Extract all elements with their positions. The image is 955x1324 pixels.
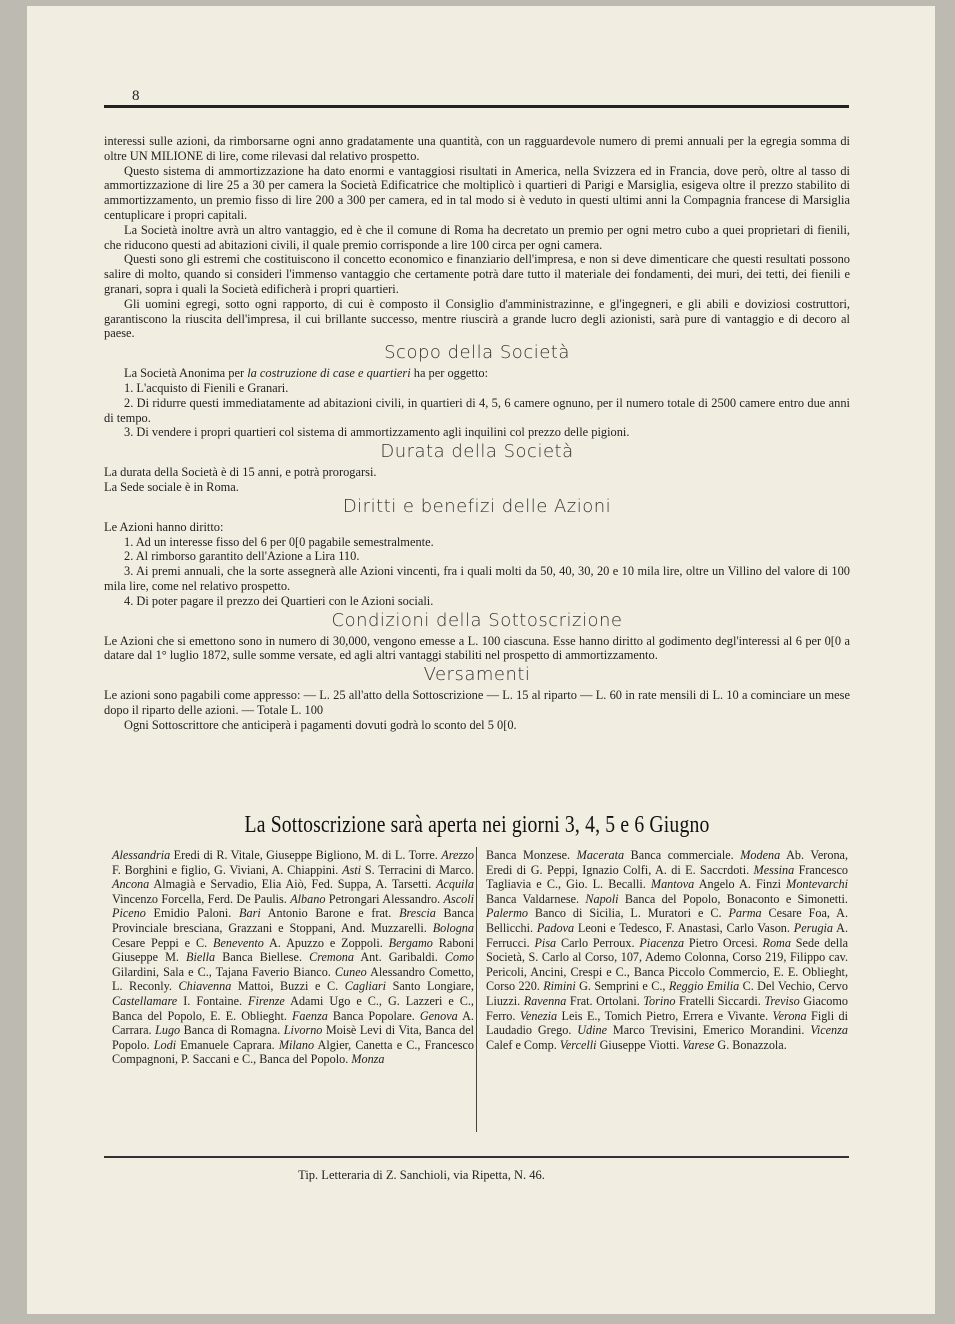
subscription-banner: La Sottoscrizione sarà aperta nei giorni 3, 4, 5 e 6 Giugno [244, 812, 710, 838]
paragraph-vantaggio: La Società inoltre avrà un altro vantaggio, ed è che il comune di Roma ha decretato un premio per ogni metro cubo a quei proprietari di fienili, che riducono questi ad abitazioni civili, il quale premio corrisponde a lire 100 circa per ogni camera. [104, 222, 850, 252]
scopo-intro-a: La Società Anonima per [124, 366, 248, 381]
condizioni-text: Le Azioni che si emettono sono in numero di 30,000, vengono emesse a L. 100 ciascuna. Esse hanno diritto al godimento degl'interessi al 6 per 0[0 a datare dal 1° luglio 1872, sulle somme versate, ed agli altri vantaggi stabiliti nel prospetto di ammortizzamento. [104, 633, 850, 663]
agent-names: Carlo Perroux. [556, 935, 640, 950]
agent-city: Verona [772, 1008, 807, 1023]
agent-names: Almagià e Servadio, Elia Aiò, Fed. Suppa, A. Tarsetti. [149, 877, 437, 892]
agent-city: Faenza [291, 1008, 328, 1023]
agent-names: Banca Biellese. [215, 950, 310, 965]
agent-city: Macerata [576, 848, 625, 862]
agent-names: Ab. Verona, Eredi di G. Peppi, Ignazio Colfi, A. di E. Saccrdoti. [486, 848, 848, 877]
agent-city: Montevarchi [786, 877, 848, 892]
heading-durata: Durata della Società [380, 441, 574, 463]
agent-city: Bologna [432, 920, 474, 935]
agent-names: Fratelli Siccardi. [675, 993, 765, 1008]
agent-city: Monza [351, 1052, 385, 1067]
agent-city: Udine [577, 1023, 608, 1038]
agent-names: Gilardini, Sala e C., Tajana Faverio Bianco. [112, 964, 335, 979]
agent-city: Asti [342, 862, 362, 877]
agent-city: Torino [643, 993, 676, 1008]
agent-city: Ravenna [523, 993, 567, 1008]
scopo-item-2: 2. Di ridurre questi immediatamente ad abitazioni civili, in quartieri di 4, 5, 6 camere ognuno, per il numero totale di 2500 camere entro due anni di tempo. [104, 395, 850, 425]
agent-city: Padova [536, 920, 575, 935]
agent-names: A. Ferrucci. [486, 920, 848, 950]
agent-city: Messina [753, 862, 795, 877]
agent-city: Biella [186, 950, 216, 965]
agent-city: Parma [728, 906, 762, 921]
agent-city: Piacenza [639, 935, 685, 950]
agent-names: G. Bonazzola. [714, 1037, 787, 1052]
printer-imprint: Tip. Letteraria di Z. Sanchioli, via Ripetta, N. 46. [298, 1168, 545, 1182]
paragraph-ammortizzazione: Questo sistema di ammortizzazione ha dato enormi e vantaggiosi risultati in America, nella Svizzera ed in Francia, dove però, oltre al tasso di ammortizzazione di lire 25 a 30 per camera la Società Edificatrice che moltiplicò i quartieri di Parigi e Marsiglia, esigeva oltre il prezzo stabilito di ammortizzamento, un premio fisso di lire 200 a 300 per camera, ed in tal modo si è veduto in questi ultimi anni la Compagnia francese di Marsiglia centuplicare i propri capitali. [104, 163, 850, 222]
agent-names: Banca Monzese. [486, 848, 577, 862]
paragraph-intro: interessi sulle azioni, da rimborsarne ogni anno gradatamente una quantità, con un ragguardevole numero di premi annuali per la egregia somma di oltre UN MILIONE di lire, come rilevasi dal relativo prospetto. [104, 134, 850, 163]
agent-city: Lugo [155, 1023, 181, 1038]
agent-city: Ascoli Piceno [112, 891, 474, 921]
main-text [104, 134, 850, 733]
paragraph-estremi: Questi sono gli estremi che costituiscono il concetto economico e finanziario dell'impresa, e non si deve dimenticare che questi resultati possono salire di molto, quando si consideri l'immenso vantaggio che certamente potrà dare tutto il materiale dei fondamenti, dei muri, dei tetti, dei fienili e granari, sopra i quali la Società edificherà i propri quartieri. [104, 252, 850, 296]
agent-names: Vincenzo Forcella, Ferd. De Paulis. [112, 891, 291, 906]
agent-city: Cremona [309, 950, 354, 965]
diritti-intro: Le Azioni hanno diritto: [104, 519, 224, 534]
durata-line-2: La Sede sociale è in Roma. [104, 479, 239, 494]
agent-city: Bari [239, 906, 261, 921]
agent-city: Bergamo [388, 935, 433, 950]
agent-names: Banca di Romagna. [180, 1023, 284, 1038]
agent-names: Banca commerciale. [624, 848, 741, 862]
agents-right-column [486, 848, 848, 1052]
agent-names: Banca Valdarnese. [486, 891, 586, 906]
agent-names: Angelo A. Finzi [694, 877, 787, 892]
agent-city: Varese [682, 1037, 715, 1052]
agent-city: Albano [290, 891, 326, 906]
agent-city: Benevento [213, 935, 264, 950]
agent-names: C. Del Vechio, Cervo Liuzzi. [486, 979, 848, 1008]
agent-names: Cesare Foa, A. Bellicchi. [486, 906, 849, 935]
agent-names: Cesare Peppi e C. [112, 935, 214, 950]
scopo-intro [104, 366, 850, 381]
agent-names: Algier, Canetta e C., Francesco Compagnoni, P. Saccani e C., Banca del Popolo. [112, 1037, 475, 1067]
agent-names: Calef e Comp. [486, 1037, 560, 1052]
diritti-item-2: 2. Al rimborso garantito dell'Azione a Lira 110. [124, 549, 360, 564]
heading-versamenti: Versamenti [423, 664, 531, 686]
agent-city: Mantova [650, 877, 695, 892]
agent-names: Figli di Laudadio Grego. [486, 1008, 848, 1038]
scopo-item-3: 3. Di vendere i propri quartieri col sistema di ammortizzamento agli inquilini col prezzo delle pigioni. [124, 425, 630, 440]
top-rule [104, 105, 849, 108]
agent-city: Modena [740, 848, 781, 862]
agent-names: Banca Popolare. [327, 1008, 420, 1023]
agent-names: A. Apuzzo e Zoppoli. [263, 935, 389, 950]
agent-city: Vercelli [559, 1037, 597, 1052]
agent-city: Napoli [585, 891, 619, 906]
scopo-intro-b: ha per oggetto: [410, 366, 489, 381]
agent-city: Genova [419, 1008, 458, 1023]
agent-names: Emidio Paloni. [145, 906, 240, 921]
agent-names: Leis E., Tomich Pietro, Errera e Vivante. [557, 1008, 773, 1023]
agent-names: Banco di Sicilia, L. Muratori e C. [527, 906, 729, 921]
agent-names: Santo Longiare, [386, 979, 474, 994]
agent-city: Lodi [153, 1037, 177, 1052]
agent-city: Milano [278, 1037, 315, 1052]
agent-city: Vicenza [810, 1023, 848, 1038]
agents-left-column [112, 848, 474, 1067]
agent-names: S. Terracini di Marco. [361, 862, 474, 877]
agent-city: Acquila [436, 877, 474, 892]
agent-city: Cagliari [344, 979, 387, 994]
agent-city: Treviso [764, 993, 800, 1008]
agent-city: Castellamare [112, 993, 178, 1008]
agent-city: Firenze [248, 993, 285, 1008]
durata-line-1: La durata della Società è di 15 anni, e potrà prorogarsi. [104, 465, 377, 480]
versamenti-text-1: Le azioni sono pagabili come appresso: — L. 25 all'atto della Sottoscrizione — L. 15 al riparto — L. 60 in rate mensili di L. 10 a cominciare un mese dopo il riparto delle azioni. — Totale L. 100 [104, 688, 850, 717]
heading-diritti: Diritti e benefizi delle Azioni [342, 495, 612, 517]
agent-names: Petrongari Alessandro. [325, 891, 444, 906]
agent-names: Pietro Orcesi. [684, 935, 763, 950]
agent-city: Livorno [283, 1023, 323, 1038]
agent-names: Giuseppe Viotti. [596, 1037, 683, 1052]
diritti-item-1: 1. Ad un interesse fisso del 6 per 0[0 pagabile semestralmente. [124, 534, 434, 549]
agent-names: A. Carrara. [112, 1008, 474, 1038]
agent-names: Eredi di R. Vitale, Giuseppe Bigliono, M. di L. Torre. [170, 848, 442, 862]
agent-city: Ancona [112, 877, 150, 892]
agent-city: Perugia [793, 920, 834, 935]
agent-city: Brescia [399, 906, 436, 921]
agent-city: Cuneo [334, 964, 367, 979]
column-divider [476, 847, 477, 1132]
agent-city: Roma [762, 935, 791, 950]
agent-city: Reggio Emilia [668, 979, 740, 994]
agent-names: Banca del Popolo, Bonaconto e Simonetti. [618, 891, 848, 906]
agent-city: Venezia [519, 1008, 558, 1023]
agent-names: Sede della Società, S. Carlo al Corso, 107, Ademo Colonna, Corso 219, Filippo cav. Pericoli, Ancini, Crespi e C., Banca Piccolo Commercio, E. E. Oblieght, Corso 220. [486, 935, 848, 994]
agent-names: Leoni e Tedesco, F. Anastasi, Carlo Vason. [574, 920, 794, 935]
versamenti-text-2: Ogni Sottoscrittore che anticiperà i pagamenti dovuti godrà lo sconto del 5 0[0. [124, 717, 517, 732]
heading-condizioni: Condizioni della Sottoscrizione [331, 609, 623, 631]
agent-city: Arezzo [441, 848, 474, 862]
agent-city: Alessandria [112, 848, 171, 862]
agent-names: Mattoi, Buzzi e C. [231, 979, 345, 994]
scopo-item-1: 1. L'acquisto di Fienili e Granari. [124, 380, 289, 395]
diritti-item-3: 3. Ai premi annuali, che la sorte assegnerà alle Azioni vincenti, fra i quali molti da 50, 40, 30, 20 e 10 mila lire, oltre un Villino del valore di 100 mila lire, come nel relativo prospetto. [104, 564, 850, 593]
agent-names: Alessandro Cometto, L. Reconly. [112, 964, 474, 994]
agent-city: Palermo [486, 906, 528, 921]
paragraph-consiglio: Gli uomini egregi, sotto ogni rapporto, di cui è composto il Consiglio d'amministrazinne, e gl'ingegneri, e gli abili e doviziosi costruttori, garantiscono la riuscita dell'impresa, il cui brillante successo, mentre riuscirà a grande lucro degli azionisti, sarà pure di vantaggio e di decoro al paese. [104, 296, 850, 341]
bottom-rule [104, 1156, 849, 1158]
agent-names: Emanuele Caprara. [176, 1037, 279, 1052]
page-number: 8 [132, 88, 140, 104]
agent-city: Chiavenna [178, 979, 232, 994]
agent-names: Raboni Giuseppe M. [112, 935, 474, 965]
diritti-item-4: 4. Di poter pagare il prezzo dei Quartieri con le Azioni sociali. [124, 593, 434, 608]
agent-city: Como [444, 950, 474, 965]
agent-names: Moisè Levi di Vita, Banca del Popolo. [112, 1023, 475, 1052]
agent-names: G. Semprini e C., [575, 979, 669, 994]
agent-names: Antonio Barone e frat. [260, 906, 400, 921]
scopo-intro-em: la costruzione di case e quartieri [247, 366, 411, 381]
agent-city: Pisa [534, 935, 557, 950]
agent-names: Adami Ugo e C., G. Lazzeri e C., Banca del Popolo, E. E. Oblieght. [112, 993, 474, 1023]
agent-names: Frat. Ortolani. [566, 993, 644, 1008]
agent-names: Marco Trevisini, Emerico Morandini. [607, 1023, 811, 1038]
agent-names: I. Fontaine. [177, 993, 249, 1008]
agent-names: Giacomo Ferro. [486, 993, 848, 1023]
heading-scopo: Scopo della Società [384, 342, 570, 364]
agent-names: F. Borghini e figlio, G. Viviani, A. Chiappini. [112, 862, 343, 877]
agent-names: Francesco Tagliavia e C., Gio. L. Becalli. [486, 862, 848, 892]
agent-names: Ant. Garibaldi. [353, 950, 445, 965]
agent-names: Banca Provinciale bresciana, Grazzani e Stoppani, And. Muzzarelli. [112, 906, 474, 935]
agent-city: Rimini [543, 979, 576, 994]
